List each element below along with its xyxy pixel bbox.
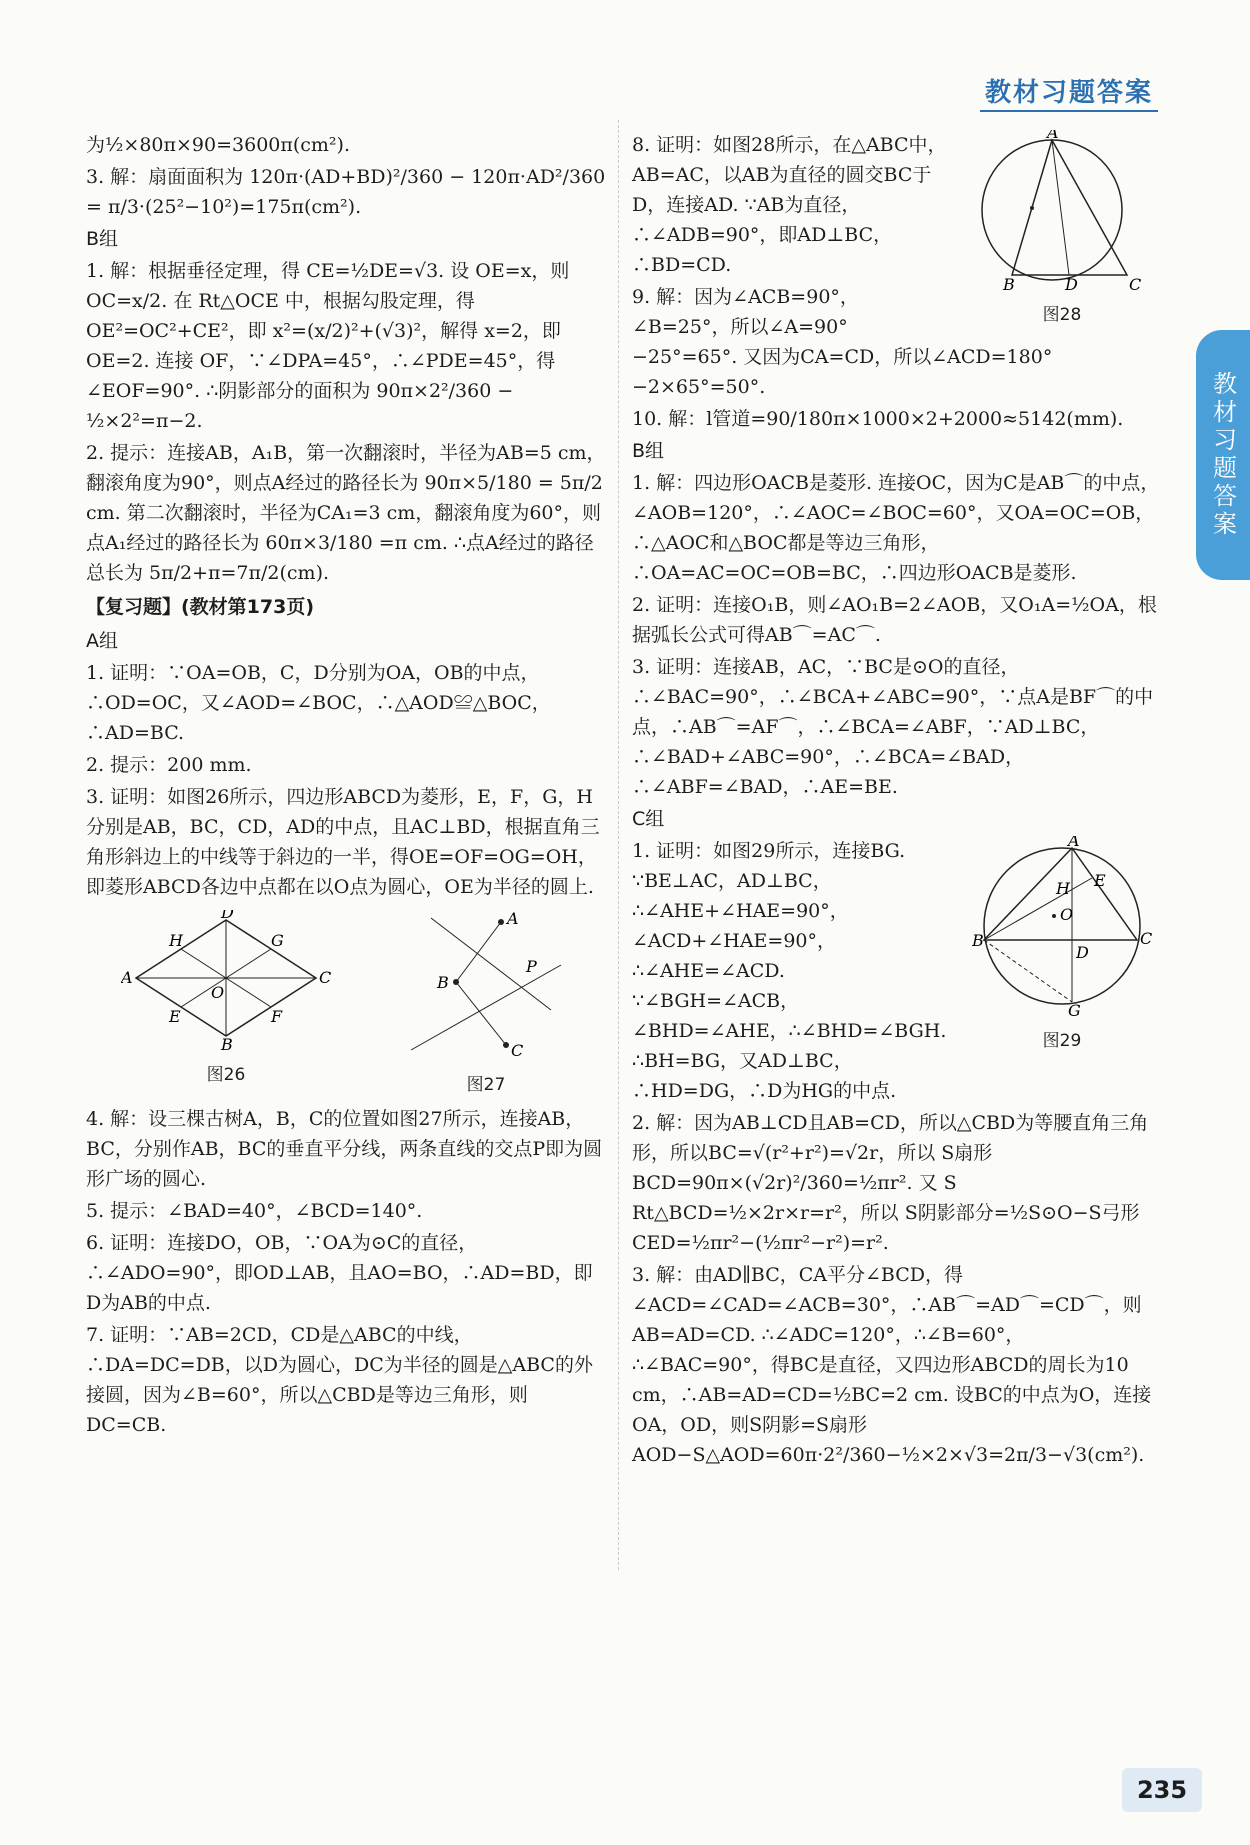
review-title: 【复习题】(教材第173页) xyxy=(86,596,315,618)
answer-item: 2. 解：因为AB⊥CD且AB=CD，所以△CBD为等腰直角三角形，所以BC=√(r²+r²)=√2r，所以 S扇形BCD=90π×(√2r)²/360=½πr². 又 S Rt△BCD=½×2r×r=r²，所以 S阴影部分=½S⊙O−S弓形CED=½πr²−(½πr²−r²)=r². xyxy=(632,1112,1149,1254)
left-column xyxy=(86,130,606,1442)
svg-text:E: E xyxy=(1094,871,1106,890)
answer-item: 2. 提示：200 mm. xyxy=(86,754,252,776)
svg-text:G: G xyxy=(271,931,284,950)
rhombus-diagram xyxy=(121,910,331,1050)
figure-row xyxy=(86,910,606,1100)
figure-27 xyxy=(401,910,571,1100)
answer-item: 3. 证明：连接AB，AC，∵BC是⊙O的直径，∴∠BAC=90°，∴∠BCA+∠ABC=90°，∵点A是BF⌒的中点，∴AB⌒=AF⌒，∴∠BCA=∠ABF，∵AD⊥BC，∴∠BAD+∠ABC=90°，∴∠BCA=∠BAD，∴∠ABF=∠BAD，∴AE=BE. xyxy=(632,656,1154,798)
svg-text:O: O xyxy=(1060,905,1074,924)
figure-caption: 图28 xyxy=(1042,305,1082,325)
svg-text:O: O xyxy=(211,983,225,1002)
svg-text:P: P xyxy=(526,957,537,976)
svg-text:B: B xyxy=(221,1035,233,1050)
svg-text:A: A xyxy=(1068,836,1080,850)
bisector-diagram xyxy=(401,910,571,1060)
svg-text:C: C xyxy=(319,968,331,987)
answer-item: 8. 证明：如图28所示，在△ABC中，AB=AC，以AB为直径的圆交BC于D，连接AD. ∵AB为直径，∴∠ADB=90°，即AD⊥BC，∴BD=CD. xyxy=(632,134,947,276)
svg-text:H: H xyxy=(169,931,183,950)
header-underline xyxy=(980,110,1158,112)
svg-text:G: G xyxy=(1068,1001,1081,1016)
answer-item: 3. 解：由AD∥BC，CA平分∠BCD，得∠ACD=∠CAD=∠ACB=30°，∴AB⌒=AD⌒=CD⌒，则AB=AD=CD. ∴∠ADC=120°，∴∠B=60°，∴∠BAC=90°，得BC是直径，又四边形ABCD的周长为10 cm，∴AB=AD=CD=½BC=2 cm. 设BC的中点为O，连接OA，OD，则S阴影=S扇形AOD−S△AOD=60π·2²/360−½×2×√3=2π/3−√3(cm²). xyxy=(632,1264,1152,1466)
svg-text:E: E xyxy=(169,1007,181,1026)
answer-item: 2. 证明：连接O₁B，则∠AO₁B=2∠AOB，又O₁A=½OA，根据弧长公式可得AB⌒=AC⌒. xyxy=(632,594,1157,646)
answer-item: 9. 解：因为∠ACB=90°，∠B=25°，所以∠A=90°−25°=65°. 又因为CA=CD，所以∠ACD=180°−2×65°=50°. xyxy=(632,286,1053,398)
answer-item: 1. 解：根据垂径定理，得 CE=½DE=√3. 设 OE=x，则 OC=x/2. 在 Rt△OCE 中，根据勾股定理，得 OE²=OC²+CE²，即 x²=(x/2)²+(√3)²，解得 x=2，即 OE=2. 连接 OF，∵∠DPA=45°，∴∠PDE=45°，得∠EOF=90°. ∴阴影部分的面积为 90π×2²/360 − ½×2²=π−2. xyxy=(86,260,570,432)
answer-item: 7. 证明：∵AB=2CD，CD是△ABC的中线，∴DA=DC=DB，以D为圆心，DC为半径的圆是△ABC的外接圆，因为∠B=60°，所以△CBD是等边三角形，则DC=CB. xyxy=(86,1324,593,1436)
side-tab: 教材习题答案 xyxy=(1196,330,1250,580)
page-number: 235 xyxy=(1122,1768,1202,1812)
svg-text:A: A xyxy=(1047,130,1059,142)
answer-item: 1. 证明：∵OA=OB，C，D分别为OA，OB的中点，∴OD=OC，又∠AOD=∠BOC，∴△AOD≌△BOC，∴AD=BC. xyxy=(86,662,551,744)
svg-text:D: D xyxy=(1065,275,1078,290)
right-column xyxy=(632,130,1162,1472)
column-divider xyxy=(618,120,619,1570)
figure-caption: 图29 xyxy=(1042,1031,1082,1051)
answer-item: 1. 解：四边形OACB是菱形. 连接OC，因为C是AB⌒的中点，∠AOB=120°，∴∠AOC=∠BOC=60°，又OA=OC=OB，∴△AOC和△BOC都是等边三角形，∴OA=AC=OC=OB=BC，∴四边形OACB是菱形. xyxy=(632,472,1160,584)
svg-text:B: B xyxy=(437,973,449,992)
header-title: 教材习题答案 xyxy=(985,78,1154,108)
answer-item: 3. 证明：如图26所示，四边形ABCD为菱形，E，F，G，H分别是AB，BC，CD，AD的中点，且AC⊥BD，根据直角三角形斜边上的中线等于斜边的一半，得OE=OF=OG=OH，即菱形ABCD各边中点都在以O点为圆心，OE为半径的圆上. xyxy=(86,786,600,898)
answer-item: 5. 提示：∠BAD=40°，∠BCD=140°. xyxy=(86,1200,423,1222)
answer-item: 6. 证明：连接DO，OB，∵OA为⊙C的直径，∴∠ADO=90°，即OD⊥AB，且AO=BO，∴AD=BD，即D为AB的中点. xyxy=(86,1232,593,1314)
figure-26 xyxy=(121,910,331,1100)
circle-triangle-diagram xyxy=(977,130,1147,290)
svg-text:B: B xyxy=(1003,275,1015,290)
answer-item: 1. 证明：如图29所示，连接BG. ∵BE⊥AC，AD⊥BC，∴∠AHE+∠HAE=90°，∠ACD+∠HAE=90°，∴∠AHE=∠ACD. ∵∠BGH=∠ACB，∠BHD=∠AHE，∴∠BHD=∠BGH. ∴BH=BG，又AD⊥BC，∴HD=DG，∴D为HG的中点. xyxy=(632,840,947,1102)
svg-text:B: B xyxy=(972,931,984,950)
figure-caption: 图27 xyxy=(466,1075,506,1095)
group-label: C组 xyxy=(632,808,665,830)
figure-28 xyxy=(962,130,1162,330)
group-label: B组 xyxy=(632,440,665,462)
svg-text:A: A xyxy=(507,910,519,928)
figure-29 xyxy=(962,836,1162,1056)
svg-text:H: H xyxy=(1056,879,1070,898)
group-label: B组 xyxy=(86,228,119,250)
svg-text:D: D xyxy=(1076,943,1089,962)
answer-line: 3. 解：扇面面积为 120π·(AD+BD)²/360 − 120π·AD²/360 = π/3·(25²−10²)=175π(cm²). xyxy=(86,166,606,218)
group-label: A组 xyxy=(86,630,118,652)
circle-orthocenter-diagram xyxy=(972,836,1152,1016)
answer-item: 2. 提示：连接AB，A₁B，第一次翻滚时，半径为AB=5 cm，翻滚角度为90°，则点A经过的路径长为 90π×5/180 = 5π/2 cm. 第二次翻滚时，半径为CA₁=3 cm，翻滚角度为60°，则点A₁经过的路径长为 60π×3/180 =π cm. ∴点A经过的路径总长为 5π/2+π=7π/2(cm). xyxy=(86,442,606,584)
svg-text:C: C xyxy=(1129,275,1142,290)
figure-caption: 图26 xyxy=(206,1065,246,1085)
svg-text:A: A xyxy=(121,968,133,987)
answer-item: 4. 解：设三棵古树A，B，C的位置如图27所示，连接AB，BC，分别作AB，BC的垂直平分线，两条直线的交点P即为圆形广场的圆心. xyxy=(86,1108,603,1190)
answer-line: 为½×80π×90=3600π(cm²). xyxy=(86,134,350,156)
answer-item: 10. 解：l管道=90/180π×1000×2+2000≈5142(mm). xyxy=(632,408,1124,430)
svg-text:C: C xyxy=(511,1041,524,1060)
svg-text:C: C xyxy=(1140,929,1152,948)
svg-text:F: F xyxy=(271,1007,283,1026)
svg-text:D: D xyxy=(221,910,234,922)
